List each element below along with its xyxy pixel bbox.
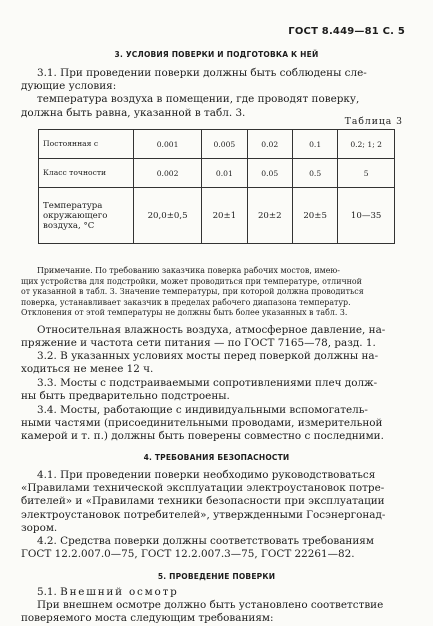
- text-line: 3.2. В указанных условиях мосты перед поверкой должны на-: [37, 350, 379, 362]
- paragraph-title: Внешний осмотр: [60, 586, 179, 598]
- text-line: «Правилами технической эксплуатации электроустановок потре-: [21, 482, 385, 495]
- text-line: ГОСТ 12.2.007.0—75, ГОСТ 12.2.007.3—75, ГОСТ 22261—82.: [21, 548, 355, 561]
- table-cell: 20±2: [247, 188, 292, 244]
- text-line: должна быть равна, указанной в табл. 3.: [21, 106, 246, 119]
- paragraph-4-1: [21, 469, 403, 535]
- table-cell: 0.02: [247, 130, 292, 159]
- table-cell: 20±5: [292, 188, 337, 244]
- table-row-label: Класс точности: [39, 159, 134, 188]
- paragraph-3-1: [21, 67, 403, 120]
- paragraph-number: 5.1.: [37, 586, 57, 598]
- table-caption: Таблица 3: [344, 116, 403, 127]
- paragraph-3-2: [21, 350, 403, 376]
- table-cell: 0.2; 1; 2: [338, 130, 395, 159]
- text-line: 4.1. При проведении поверки необходимо руководствоваться: [37, 469, 376, 481]
- page-header: ГОСТ 8.449—81 С. 5: [288, 26, 405, 37]
- text-line: дующие условия:: [21, 80, 117, 93]
- text-line: 4.2. Средства поверки должны соответствовать требованиям: [37, 535, 374, 547]
- text-line: бителей» и «Правилами техники безопасности при эксплуатации: [21, 495, 385, 508]
- text-line: ными частями (присоединительными проводами, измерительной: [21, 417, 383, 430]
- text-line: поверка, устанавливает заказчик в пределах рабочего диапазона температур.: [21, 297, 351, 307]
- table-cell: 0.1: [292, 130, 337, 159]
- label-line: воздуха, °С: [43, 220, 95, 231]
- paragraph-4-2: [21, 535, 403, 561]
- paragraph-3-4: [21, 404, 403, 444]
- text-line: электроустановок потребителей», утвержденными Госэнергонад-: [21, 508, 386, 521]
- paragraph-humidity: [21, 324, 403, 350]
- table-row: [39, 188, 395, 244]
- text-line: щих устройства для подстройки, может проводиться при температуре, отличной: [21, 276, 362, 286]
- table-3: [38, 129, 395, 244]
- text-line: зором.: [21, 521, 58, 534]
- text-line: Относительная влажность воздуха, атмосферное давление, на-: [37, 324, 386, 336]
- table-cell: 0.001: [134, 130, 202, 159]
- text-line: камерой и т. п.) должны быть поверены совместно с последними.: [21, 430, 384, 443]
- text-line: ны быть предварительно подстроены.: [21, 390, 230, 403]
- text-line: Примечание. По требованию заказчика поверка рабочих мостов, имею-: [37, 266, 340, 275]
- table-cell: 0.5: [292, 159, 337, 188]
- table-cell: 0.05: [247, 159, 292, 188]
- table-row: [39, 159, 395, 188]
- text-line: поверяемого моста следующим требованиям:: [21, 612, 274, 625]
- section-4-title: 4. ТРЕБОВАНИЯ БЕЗОПАСНОСТИ: [143, 453, 290, 462]
- table-note: [21, 266, 403, 319]
- text-line: 3.1. При проведении поверки должны быть соблюдены сле-: [37, 67, 367, 79]
- table-row: [39, 130, 395, 159]
- table-cell: 0.002: [134, 159, 202, 188]
- table-row-label: [39, 188, 134, 244]
- table-cell: 0.005: [202, 130, 247, 159]
- table-cell: 20,0±0,5: [134, 188, 202, 244]
- paragraph-5-1-heading: [21, 586, 403, 599]
- table-cell: 20±1: [202, 188, 247, 244]
- section-5-title: 5. ПРОВЕДЕНИЕ ПОВЕРКИ: [157, 572, 276, 581]
- text-line: 3.3. Мосты с подстраиваемыми сопротивлениями плеч долж-: [37, 377, 378, 389]
- table-cell: 10—35: [338, 188, 395, 244]
- table-row-label: Постоянная с: [39, 130, 134, 159]
- label-line: Температура: [43, 200, 103, 211]
- table-cell: 0.01: [202, 159, 247, 188]
- text-line: При внешнем осмотре должно быть установлено соответствие: [37, 599, 384, 612]
- table-cell: 5: [338, 159, 395, 188]
- text-line: пряжение и частота сети питания — по ГОСТ 7165—78, разд. 1.: [21, 337, 376, 350]
- text-line: температура воздуха в помещении, где проводят поверку,: [37, 93, 360, 106]
- paragraph-5-1: [21, 586, 403, 626]
- label-line: окружающего: [43, 210, 108, 221]
- text-line: от указанной в табл. 3. Значение температуры, при которой должна проводиться: [21, 287, 364, 297]
- paragraph-3-3: [21, 377, 403, 403]
- text-line: 3.4. Мосты, работающие с индивидуальными вспомогатель-: [37, 404, 368, 416]
- text-line: Отклонения от этой температуры не должны быть более указанных в табл. 3.: [21, 308, 348, 318]
- text-line: ходиться не менее 12 ч.: [21, 363, 154, 376]
- section-3-title: 3. УСЛОВИЯ ПОВЕРКИ И ПОДГОТОВКА К НЕЙ: [114, 50, 319, 59]
